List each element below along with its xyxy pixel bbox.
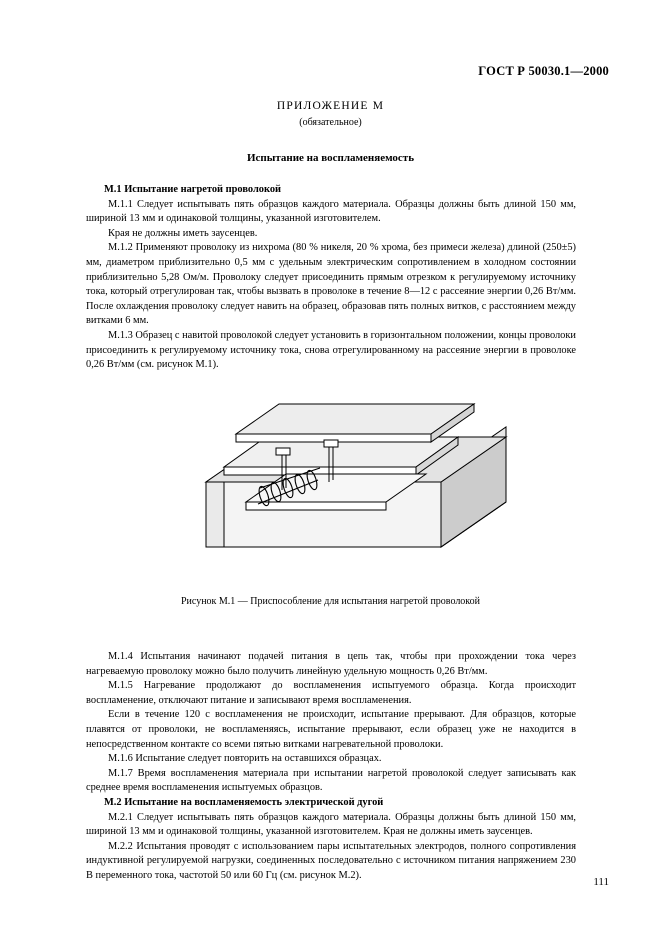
paragraph-m22: М.2.2 Испытания проводят с использованием пары испытательных электродов, полного сопротивления индуктивной регулируемой нагрузки, соединенных последовательно с источником питания напряжением 230 В переменного тока, частотой 50 или 60 Гц (см. рисунок М.2).	[86, 840, 576, 881]
paragraph-m15: М.1.5 Нагревание продолжают до воспламенения испытуемого образца. Когда происходит воспламенение, отключают питание и записывают время воспламенения.	[86, 680, 576, 706]
paragraph-edges: Края не должны иметь заусенцев.	[108, 227, 258, 239]
page-number: 111	[593, 876, 609, 888]
paragraph-m21: М.2.1 Следует испытывать пять образцов каждого материала. Образцы должны быть длиной 150 мм, шириной 13 мм и одинаковой толщины, указанной изготовителем. Края не должны иметь заусенцев.	[86, 811, 576, 838]
standard-header: ГОСТ Р 50030.1—2000	[478, 64, 609, 78]
section-title: Испытание на воспламеняемость	[246, 152, 415, 164]
figure-caption: Рисунок М.1 — Приспособление для испытания нагретой проволокой	[180, 596, 481, 607]
paragraph-m11: М.1.1 Следует испытывать пять образцов каждого материала. Образцы должны быть длиной 150 мм, шириной 13 мм и одинаковой толщины, указанной изготовителем.	[86, 198, 576, 225]
appendix-subtitle: (обязательное)	[299, 117, 362, 128]
figure-m1	[86, 372, 576, 602]
paragraph-m16: М.1.6 Испытание следует повторить на оставшихся образцах.	[108, 753, 382, 765]
paragraph-m13: М.1.3 Образец с навитой проволокой следует установить в горизонтальном положении, концы проволоки присоединить к регулируемому источнику тока, снова отрегулированному на рассеяние энергии в проволоке 0,26 Вт/мм (см. рисунок М.1).	[86, 329, 576, 371]
paragraph-m17: М.1.7 Время воспламенения материала при испытании нагретой проволокой следует записывать как среднее время воспламенения испытуемых образцов.	[86, 767, 576, 794]
heading-m1: М.1 Испытание нагретой проволокой	[104, 184, 281, 195]
paragraph-m12: М.1.2 Применяют проволоку из нихрома (80 % никеля, 20 % хрома, без примеси железа) длиной (250±5) мм, диаметром приблизительно 0,5 мм с удельным электрическим сопротивлением в холодном состоянии приблизительно 5,28 Ом/м. Проволоку следует присоединить прямым отрезком к регулируемому источнику тока, который отрегулирован так, чтобы вызвать в проволоке в течение 8—12 с рассеяние энергии 0,26 Вт/мм. После охлаждения проволоку следует навить на образец, образовав пять полных витков, с расстоянием между витками 6 мм.	[86, 242, 576, 327]
appendix-title: ПРИЛОЖЕНИЕ М	[276, 100, 385, 112]
paragraph-m15b: Если в течение 120 с воспламенения не происходит, испытание прерывают. Для образцов, которые плавятся от проволоки, не воспламеняясь, испытание прерывают, если образец уже не находится в непосредственном контакте со всеми пятью витками нагревательной проволоки.	[86, 709, 576, 750]
body-text-bottom	[86, 650, 576, 884]
paragraph-m14: М.1.4 Испытания начинают подачей питания в цепь так, чтобы при прохождении тока через нагреваемую проволоку можно было получить линейную удельную мощность 0,26 Вт/мм.	[86, 651, 576, 677]
hot-wire-apparatus-drawing	[86, 372, 576, 602]
body-text-top	[86, 183, 576, 373]
heading-m2: М.2 Испытание на воспламеняемость электрической дугой	[104, 796, 384, 808]
